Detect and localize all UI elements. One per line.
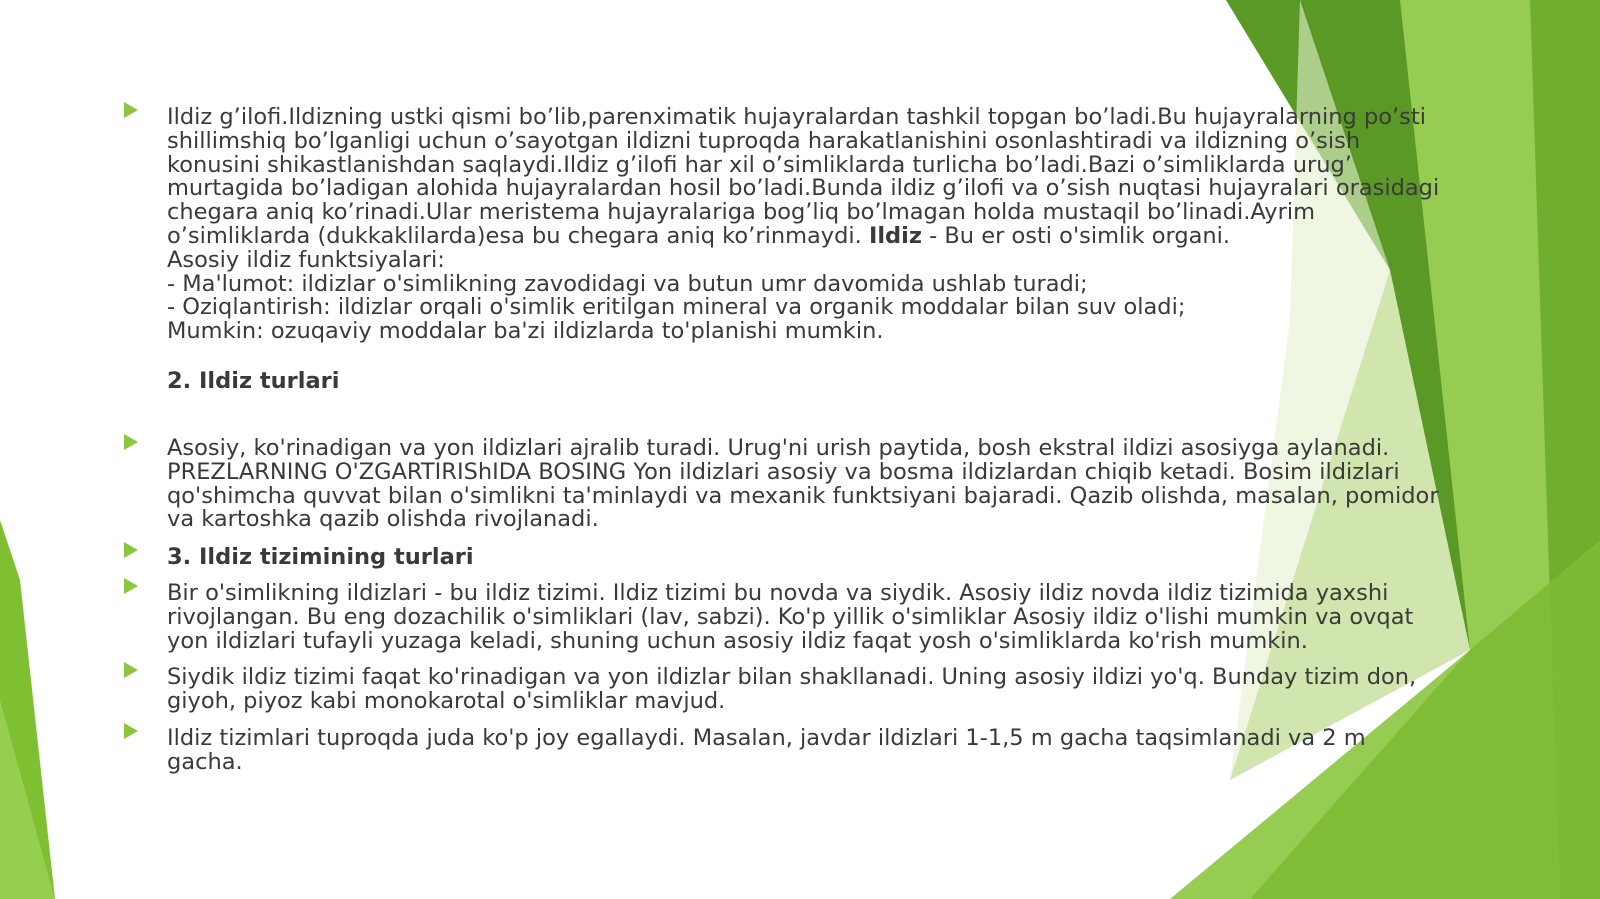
bullet-marker-1 [124,102,138,118]
bullet-marker-5 [124,662,138,678]
text-line: - Oziqlantirish: ildizlar orqali o'simlik eritilgan mineral va organik moddalar bilan suv oladi; [167,294,1186,321]
bullet-marker-2 [124,434,138,450]
paragraph-ildiz-asosiy [167,437,1439,532]
paragraph-siydik-ildiz [167,666,1416,714]
text-line: PREZLARNING O'ZGARTIRIShIDA BOSING Yon ildizlari asosiy va bosma ildizlardan chiqib ketadi. Bosim ildizlari [167,458,1400,485]
text-line: Ildiz tizimlari tuproqda juda ko'p joy egallaydi. Masalan, javdar ildizlari 1-1,5 m gacha taqsimlanadi va 2 m [167,725,1366,751]
text-line: qo'shimcha quvvat bilan o'simlikni ta'minlaydi va mexanik funktsiyani bajaradi. Qazib olishda, masalan, pomidor [167,482,1439,509]
text-line: Bir o'simlikning ildizlari - bu ildiz tizimi. Ildiz tizimi bu novda va siydik. Asosiy ildiz novda ildiz tizimida yaxshi [167,580,1389,606]
bullet-marker-6 [124,723,138,739]
text-line: yon ildizlari tufayli yuzaga keladi, shuning uchun asosiy ildiz faqat yosh o'simliklarda ko'rish mumkin. [167,627,1308,654]
text-line: giyoh, piyoz kabi monokarotal o'simliklar mavjud. [167,687,726,714]
text-line: konusini shikastlanishdan saqlaydi.Ildiz g’ilofi har xil o’simliklarda turlicha bo’ladi.Bazi o’simliklarda urug’ [167,151,1352,178]
text-line: chegara aniq ko’rinadi.Ular meristema hujayralariga bog’liq bo’lmagan holda mustaqil bo’linadi.Ayrim [167,199,1315,226]
paragraph-ildiz-tuproqda [167,727,1366,775]
text-line: shillimshiq bo’lganligi uchun o’sayotgan ildizni tuproqda harakatlanishini osonlashtiradi va ildizning o’sish [167,127,1361,154]
text-line: Asosiy, ko'rinadigan va yon ildizlari ajralib turadi. Urug'ni urish paytida, bosh ekstral ildizi asosiyga aylanadi. [167,435,1390,461]
bullet-marker-3 [124,542,138,558]
text-segment: o’simliklarda (dukkaklilarda)esa bu chegara aniq ko’rinmaydi. [167,222,869,249]
text-line: gacha. [167,748,243,775]
text-line: Siydik ildiz tizimi faqat ko'rinadigan va yon ildizlar bilan shakllanadi. Uning asosiy ildizi yo'q. Bunday tizim don, [167,664,1417,690]
paragraph-ildiz-gilofi [167,106,1439,344]
text-line: Ildiz g’ilofi.Ildizning ustki qismi bo’lib,parenximatik hujayralardan tashkil topgan bo’ladi.Bu hujayralarning po’sti [167,104,1426,130]
text-line: Mumkin: ozuqaviy moddalar ba'zi ildizlarda to'planishi mumkin. [167,318,884,345]
text-line: murtagida bo’ladigan alohida hujayralardan hosil bo’ladi.Bunda ildiz g’ilofi va o’sish nuqtasi hujayralari orasidagi [167,175,1440,202]
text-line: va kartoshka qazib olishda rivojlanadi. [167,506,599,533]
text-line: Asosiy ildiz funktsiyalari: [167,246,445,273]
heading-ildiz-turlari: 2. Ildiz turlari [167,368,340,394]
text-line-with-term [167,222,1439,249]
heading-ildiz-tizimi-turlari: 3. Ildiz tizimining turlari [167,544,474,570]
text-segment: - Bu er osti o'simlik organi. [921,222,1231,249]
bold-term: Ildiz [868,222,922,249]
paragraph-ildiz-tizimi [167,582,1413,653]
text-line: rivojlangan. Bu eng dozachilik o'simliklari (lav, sabzi). Ko'p yillik o'simliklar Asosiy ildiz o'lishi mumkin va ovqat [167,603,1414,630]
text-line: - Ma'lumot: ildizlar o'simlikning zavodidagi va butun umr davomida ushlab turadi; [167,270,1088,297]
bullet-marker-4 [124,578,138,594]
